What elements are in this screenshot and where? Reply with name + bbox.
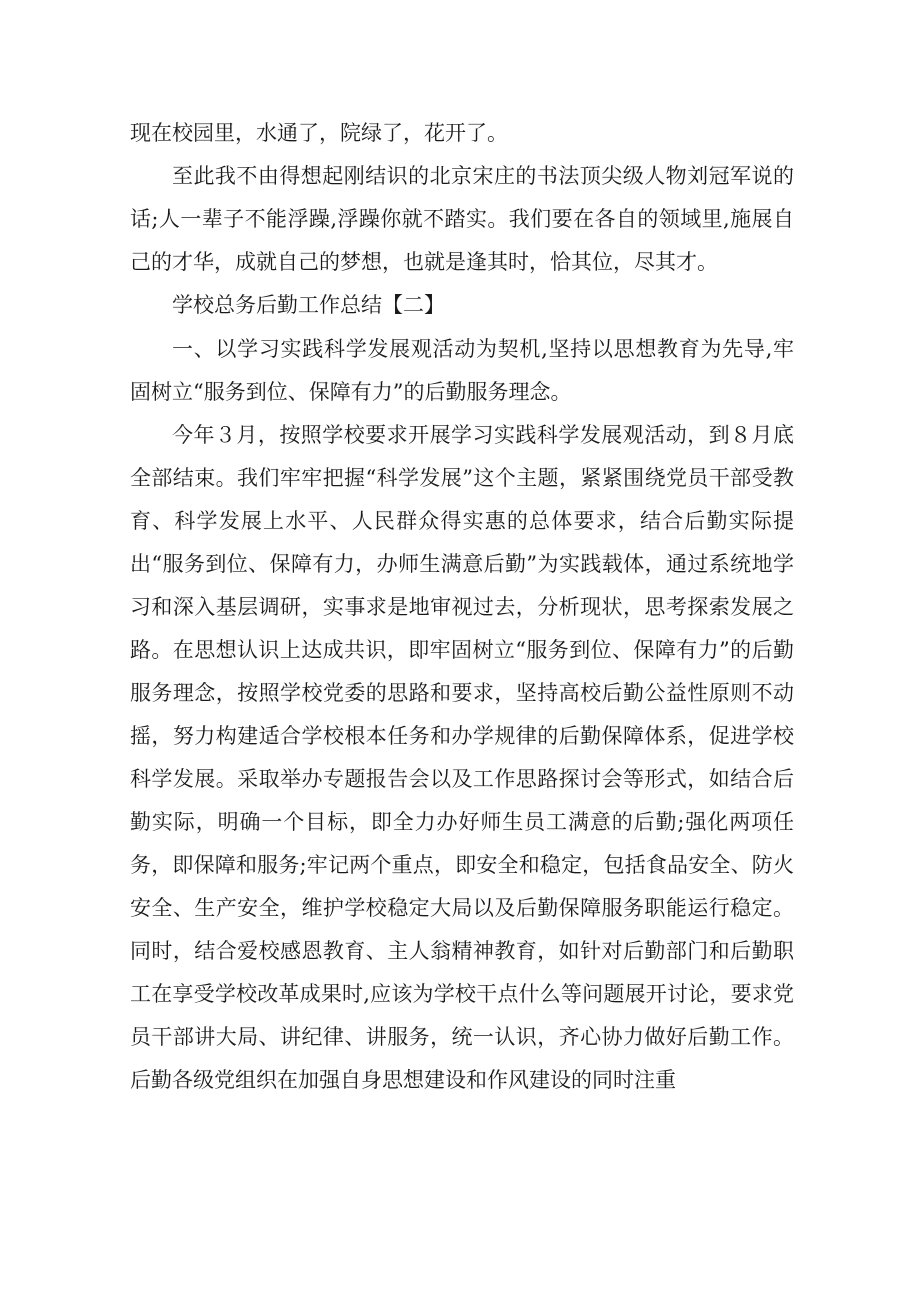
paragraph-quote: 至此我不由得想起刚结识的北京宋庄的书法顶尖级人物刘冠军说的话;人一辈子不能浮躁,浮躁你就不踏实。我们要在各自的领域里,施展自己的才华，成就自己的梦想，也就是逢其时，恰其位，尽其才。	[130, 164, 794, 275]
document-body	[130, 112, 794, 1102]
paragraph-point-one: 一、以学习实践科学发展观活动为契机,坚持以思想教育为先导,牢固树立“服务到位、保障有力”的后勤服务理念。	[130, 336, 794, 404]
paragraph-continuation: 现在校园里，水通了，院绿了，花开了。	[130, 121, 508, 145]
section-heading: 学校总务后勤工作总结【二】	[172, 293, 445, 318]
paragraph-body: 今年３月，按照学校要求开展学习实践科学发展观活动，到８月底全部结束。我们牢牢把握“科学发展”这个主题，紧紧围绕党员干部受教育、科学发展上水平、人民群众得实惠的总体要求，结合后勤实际提出“服务到位、保障有力，办师生满意后勤”为实践载体，通过系统地学习和深入基层调研，实事求是地审视过去，分析现状，思考探索发展之路。在思想认识上达成共识，即牢固树立“服务到位、保障有力”的后勤服务理念，按照学校党委的思路和要求，坚持高校后勤公益性原则不动摇，努力构建适合学校根本任务和办学规律的后勤保障体系，促进学校科学发展。采取举办专题报告会以及工作思路探讨会等形式，如结合后勤实际，明确一个目标，即全力办好师生员工满意的后勤;强化两项任务，即保障和服务;牢记两个重点，即安全和稳定，包括食品安全、防火安全、生产安全，维护学校稳定大局以及后勤保障服务职能运行稳定。同时，结合爱校感恩教育、主人翁精神教育，如针对后勤部门和后勤职工在享受学校改革成果时,应该为学校干点什么等问题展开讨论，要求党员干部讲大局、讲纪律、讲服务，统一认识，齐心协力做好后勤工作。后勤各级党组织在加强自身思想建设和作风建设的同时注重	[130, 422, 794, 1092]
